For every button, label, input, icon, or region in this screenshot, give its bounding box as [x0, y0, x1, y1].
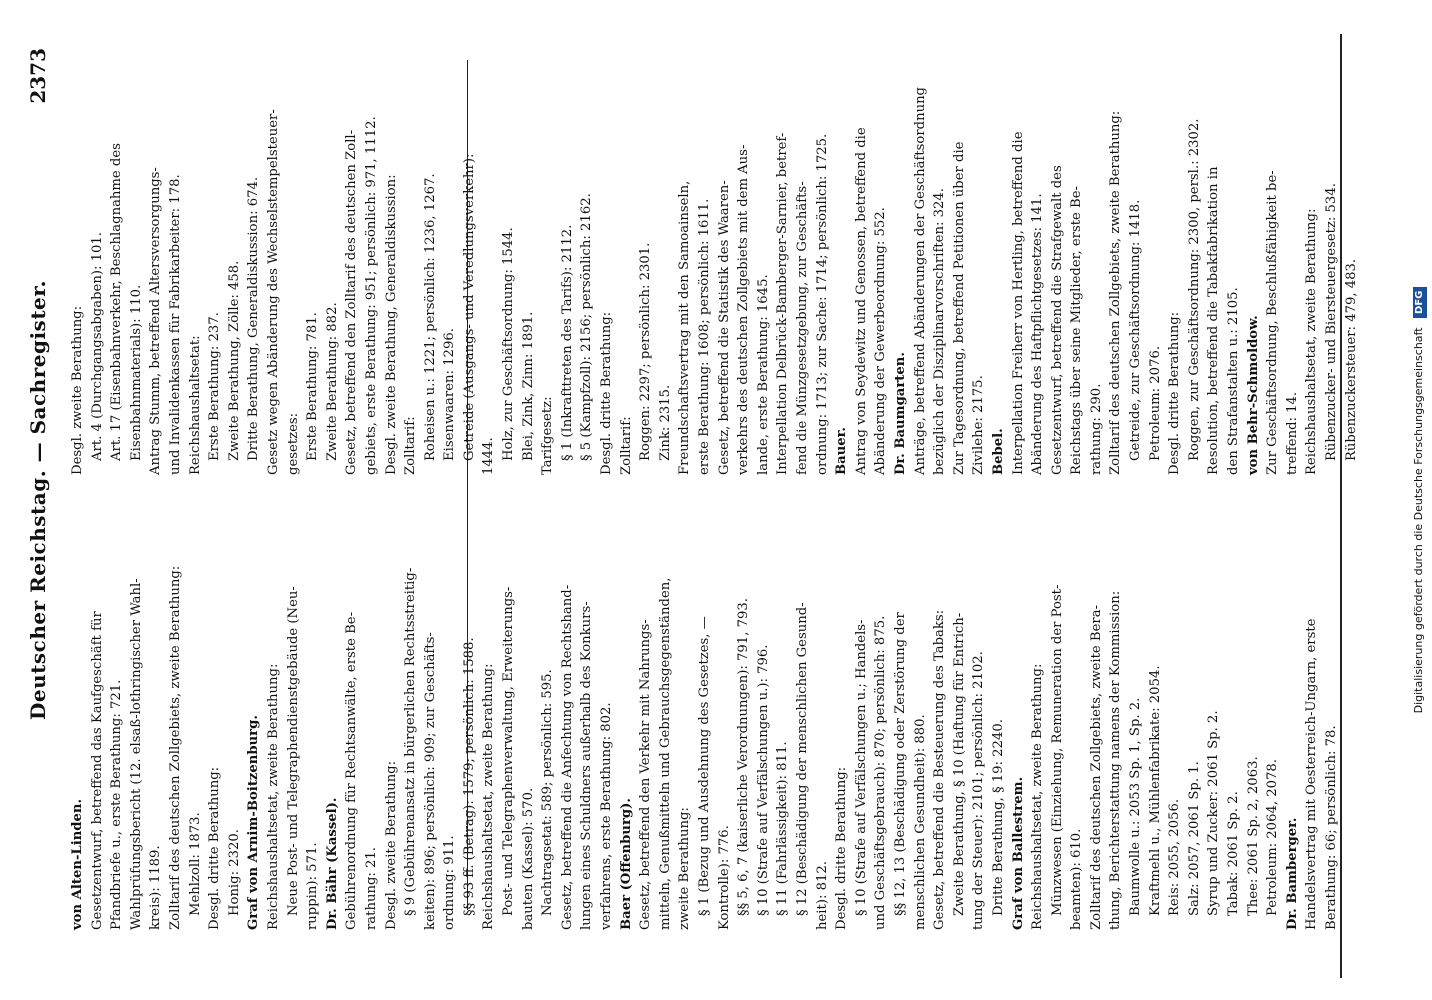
index-line: mitteln, Genußmitteln und Gebrauchsgegenständen,: [657, 577, 673, 930]
index-line: Kraftmehl u., Mühlenfabrikate: 2054.: [1147, 665, 1163, 916]
index-line: Baumwolle u.: 2053 Sp. 1, Sp. 2.: [1128, 697, 1144, 916]
index-line: Zolltarif:: [403, 416, 419, 475]
page-number: 2373: [26, 48, 50, 104]
index-line: Eisenbahnmaterials): 110.: [128, 284, 144, 461]
index-line: Reichshaushaltsetat, zweite Berathung:: [1304, 208, 1320, 475]
index-line: Gesetz, betreffend den Zolltarif des deutschen Zoll-: [344, 129, 360, 475]
index-line: Graf von Ballestrem.: [1010, 776, 1026, 930]
index-line: Tarifgesetz:: [540, 396, 556, 475]
index-line: Interpellation Delbrück-Bamberger-Sarnier, betref-: [775, 132, 791, 475]
index-line: menschlichen Gesundheit): 880.: [912, 714, 928, 930]
index-line: Art. 17 (Eisenbahnverkehr, Beschlagnahme des: [109, 143, 125, 461]
index-line: Roheisen u.: 1221; persönlich: 1236, 1267.: [422, 173, 438, 461]
index-line: Resolution, betreffend die Tabakfabrikation in: [1206, 166, 1222, 475]
index-line: Bauer.: [834, 427, 850, 475]
index-line: § 1 (Bezug und Ausdehnung des Gesetzes, —: [697, 616, 712, 916]
index-line: Gesetz, betreffend die Besteuerung des Tabaks:: [932, 609, 948, 930]
page-header: [26, 0, 66, 1000]
index-line: Zweite Berathung, Zölle: 458.: [226, 260, 242, 461]
dfg-logo: DFG: [1413, 287, 1427, 318]
digitization-footer: [1406, 0, 1432, 1000]
index-line: kreis): 1189.: [148, 845, 164, 930]
index-line: Reichshaushaltsetat, zweite Berathung:: [265, 663, 281, 930]
index-line: Thee: 2061 Sp. 2, 2063.: [1245, 756, 1261, 916]
index-line: Petroleum: 2076.: [1147, 345, 1163, 461]
index-line: Gesetz, betreffend die Statistik des Waaren-: [716, 180, 732, 475]
index-line: Interpellation Freiherr von Hertling, betreffend die: [1010, 131, 1026, 475]
index-line: Reichstags über seine Mitglieder, erste Be-: [1069, 186, 1085, 475]
index-line: beamten): 610.: [1069, 828, 1085, 930]
index-line: Mehlzoll: 1873.: [187, 812, 203, 916]
index-line: ruppin): 571.: [305, 842, 321, 930]
index-line: § 5 (Kampfzoll): 2156; persönlich: 2162.: [579, 193, 595, 461]
index-line: bezüglich der Disziplinarvorschriften: 324.: [932, 188, 948, 475]
index-line: Erste Berathung: 781.: [305, 312, 321, 461]
index-line: Erste Berathung: 237.: [207, 312, 223, 461]
index-line: ordnung: 911.: [442, 835, 458, 930]
index-line: Syrup und Zucker: 2061 Sp. 2.: [1206, 710, 1222, 916]
index-line: Handelsvertrag mit Oesterreich-Ungarn, erste: [1304, 618, 1320, 930]
index-line: von Behr-Schmoldow.: [1245, 315, 1261, 475]
index-line: Dritte Berathung, Generaldiskussion: 674.: [246, 176, 262, 461]
index-line: 1444.: [481, 437, 497, 475]
index-line: Reichshaushaltsetat, zweite Berathung:: [481, 663, 497, 930]
index-line: § 10 (Strafe auf Verfälschungen u.): 796.: [755, 644, 771, 916]
index-line: § 9 (Gebührenansatz in bürgerlichen Rechtsstreitig-: [403, 567, 419, 916]
index-line: Reis: 2055, 2056.: [1167, 798, 1183, 916]
index-line: Holz, zur Geschäftsordnung: 1544.: [501, 227, 517, 461]
index-line: Rübenzucker- und Biersteuergesetz: 534.: [1324, 183, 1339, 461]
index-line: Nachtragsetat: 589; persönlich: 595.: [540, 669, 556, 916]
digitization-note: Digitalisierung gefördert durch die Deutsche Forschungsgemeinschaft: [1412, 327, 1425, 714]
index-line: Eisenwaaren: 1296.: [442, 328, 458, 461]
index-line: Zur Geschäftsordnung, Beschlußfähigkeit be-: [1265, 170, 1281, 475]
index-line: §§ 93 ff. (Betrag): 1579; persönlich: 1588.: [461, 637, 477, 916]
index-line: Salz: 2057, 2061 Sp. 1.: [1186, 761, 1202, 916]
index-line: Abänderung des Haftpflichtgesetzes: 141.: [1030, 193, 1046, 475]
index-line: Dr. Baumgarten.: [892, 352, 908, 475]
index-line: § 10 (Strafe auf Verfälschungen u.; Handels-: [853, 619, 869, 916]
index-line: zweite Berathung:: [677, 807, 693, 930]
index-line: Zweite Berathung: 882.: [324, 302, 340, 461]
index-line: verkehrs des deutschen Zollgebiets mit dem Aus-: [736, 144, 752, 475]
index-line: Münzwesen (Einziehung, Remuneration der Post-: [1049, 584, 1065, 916]
index-line: Roggen: 2297; persönlich: 2301.: [638, 242, 654, 461]
index-line: § 11 (Fahrlässigkeit): 811.: [775, 741, 791, 916]
index-line: gesetzes:: [285, 412, 301, 475]
index-line: treffend: 14.: [1284, 391, 1300, 475]
index-line: Antrag von Seydewitz und Genossen, betreffend die: [853, 127, 869, 475]
index-line: bauten (Kassel): 570.: [520, 787, 536, 930]
index-line: Roggen, zur Geschäftsordnung: 2300, persl.: 2302.: [1186, 118, 1202, 461]
right-column: [68, 87, 1361, 475]
index-line: Gesetzentwurf, betreffend das Kaufgeschäft für: [89, 611, 105, 930]
index-line: Rübenzuckersteuer: 479, 483.: [1343, 258, 1359, 461]
index-line: von Alten-Linden.: [70, 798, 85, 930]
index-line: Gesetz wegen Abänderung des Wechselstempelsteuer-: [265, 109, 281, 475]
index-line: erste Berathung: 1608; persönlich: 1611.: [697, 198, 712, 475]
page-title: Deutscher Reichstag. — Sachregister.: [26, 280, 50, 720]
index-line: Graf von Arnim-Boitzenburg.: [246, 715, 262, 930]
index-line: keiten): 896; persönlich: 909; zur Geschäfts-: [422, 632, 438, 930]
index-line: Zolltarif des deutschen Zollgebiets, zweite Berathung:: [1108, 110, 1124, 475]
index-line: Baer (Offenburg).: [618, 798, 634, 930]
index-line: Dr. Bamberger.: [1284, 817, 1300, 930]
index-line: Abänderung der Gewerbeordnung: 552.: [873, 207, 889, 475]
index-line: Dritte Berathung, § 19: 2240.: [990, 719, 1006, 916]
index-line: Pfandbriefe u., erste Berathung: 721.: [109, 679, 125, 930]
index-line: rathung: 21.: [363, 847, 379, 930]
index-line: lungen eines Schuldners außerhalb des Konkurs-: [579, 601, 595, 930]
index-line: Antrag Stumm, betreffend Altersversorgungs-: [148, 167, 164, 475]
index-line: Desgl. zweite Berathung:: [70, 305, 85, 475]
index-line: Zolltarif des deutschen Zollgebiets, zweite Bera-: [1088, 604, 1104, 930]
index-line: Gesetzentwurf, betreffend die Strafgewalt des: [1049, 165, 1065, 475]
index-line: Honig: 2320.: [226, 829, 242, 916]
index-line: und Invalidenkassen für Fabrikarbeiter: 178.: [167, 174, 183, 475]
index-line: Post- und Telegraphenverwaltung, Erweiterungs-: [501, 586, 517, 916]
index-line: Anträge, betreffend Abänderungen der Geschäftsordnung: [912, 86, 928, 475]
index-line: ordnung: 1713; zur Sache: 1714; persönlich: 1725.: [814, 133, 830, 475]
index-line: Blei, Zink, Zinn: 1891.: [520, 311, 536, 461]
index-line: § 12 (Beschädigung der menschlichen Gesund-: [794, 602, 810, 916]
index-line: Gesetz, betreffend den Verkehr mit Nahrungs-: [638, 619, 654, 930]
index-line: Reichshaushaltsetat, zweite Berathung:: [1030, 663, 1046, 930]
index-line: Zweite Berathung, § 10 (Haftung für Entrich-: [951, 612, 967, 916]
index-line: Art. 4 (Durchgangsabgaben): 101.: [89, 232, 105, 461]
index-line: Wahlprüfungsbericht (12. elsaß-lothringischer Wahl-: [128, 578, 144, 930]
index-line: Zolltarif des deutschen Zollgebiets, zweite Berathung:: [167, 565, 183, 930]
index-line: Desgl. dritte Berathung:: [599, 311, 615, 475]
index-line: den Strafanstalten u.: 2105.: [1226, 287, 1242, 475]
index-line: fend die Münzgesetzgebung, zur Geschäfts-: [794, 181, 810, 475]
index-line: und Geschäftsgebrauch): 870; persönlich: 875.: [873, 615, 889, 930]
index-line: Zolltarif:: [618, 416, 634, 475]
index-line: verfahrens, erste Berathung: 802.: [599, 702, 615, 930]
index-line: Berathung: 66; persönlich: 78.: [1324, 725, 1339, 930]
index-line: Kontrolle): 776.: [716, 825, 732, 930]
index-line: § 1 (Inkrafttreten des Tarifs): 2112.: [559, 224, 575, 461]
index-line: Reichshaushaltsetat:: [187, 335, 203, 475]
index-line: Neue Post- und Telegraphendienstgebäude (Neu-: [285, 586, 301, 916]
index-line: Desgl. dritte Berathung:: [1167, 311, 1183, 475]
index-line: Dr. Bähr (Kassel).: [324, 797, 340, 930]
left-column: [68, 566, 1342, 930]
index-line: gebiets, erste Berathung: 951; persönlich: 971, 1112.: [363, 116, 379, 475]
index-line: thung, Berichterstattung namens der Kommission:: [1108, 590, 1124, 930]
index-line: Zur Tagesordnung, betreffend Petitionen über die: [951, 141, 967, 475]
index-line: §§ 5, 6, 7 (kaiserliche Verordnungen): 791, 793.: [736, 598, 752, 916]
index-line: Desgl. zweite Berathung, Generaldiskussion:: [383, 174, 399, 475]
index-line: tung der Steuer): 2101; persönlich: 2102.: [971, 651, 987, 930]
index-line: Gesetz, betreffend die Anfechtung von Rechtshand-: [559, 584, 575, 930]
index-line: Desgl. zweite Berathung:: [383, 760, 399, 930]
index-line: Getreide (Ausgangs- und Veredlungsverkehr):: [461, 153, 477, 461]
index-line: Desgl. dritte Berathung:: [207, 766, 223, 930]
index-line: Getreide, zur Geschäftsordnung: 1418.: [1128, 199, 1144, 461]
index-line: lande, erste Berathung: 1645.: [755, 274, 771, 475]
index-line: Tabak: 2061 Sp. 2.: [1226, 791, 1242, 916]
index-line: Desgl. dritte Berathung:: [834, 766, 850, 930]
index-line: Gebührenordnung für Rechtsanwälte, erste Be-: [344, 611, 360, 930]
index-line: Zink: 2315.: [657, 384, 673, 461]
index-line: Freundschaftsvertrag mit den Samoainseln,: [677, 180, 693, 475]
index-line: heit): 812.: [814, 861, 830, 930]
index-line: Bebel.: [990, 428, 1006, 475]
index-line: Petroleum: 2064, 2078.: [1265, 759, 1281, 916]
index-line: rathung: 290.: [1088, 383, 1104, 475]
index-line: §§ 12, 13 (Beschädigung oder Zerstörung der: [892, 612, 908, 916]
index-line: Zivilehe: 2175.: [971, 375, 987, 475]
